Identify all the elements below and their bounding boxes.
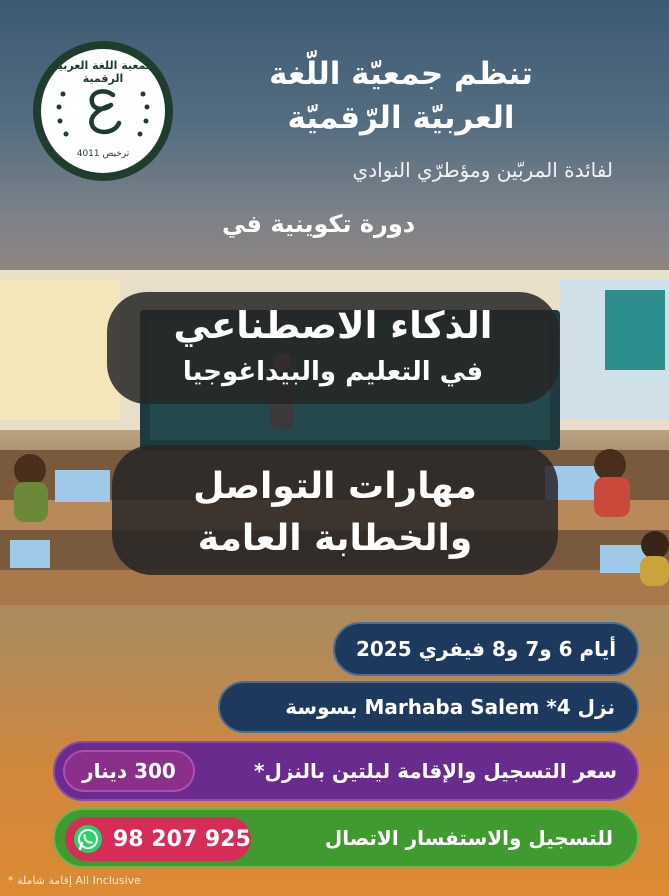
communication-topic-banner bbox=[112, 445, 558, 575]
price-value: 300 دينار bbox=[82, 759, 176, 783]
communication-topic-line-1: مهارات التواصل bbox=[193, 466, 477, 507]
phone-link[interactable] bbox=[65, 817, 251, 861]
hotel-text: نزل 4* Marhaba Salem بسوسة bbox=[285, 695, 615, 719]
course-intro: دورة تكوينية في bbox=[222, 210, 416, 238]
title-line-1: تنظم جمعيّة اللّغة bbox=[269, 56, 533, 92]
contact-badge bbox=[53, 808, 639, 868]
title-line-2: العربيّة الرّقميّة bbox=[287, 100, 515, 136]
dates-badge bbox=[333, 622, 639, 676]
ai-topic-banner bbox=[107, 292, 559, 404]
all-inclusive-footnote: * إقامة شاملة All Inclusive bbox=[8, 874, 141, 887]
price-label: سعر التسجيل والإقامة ليلتين بالنزل* bbox=[254, 759, 617, 783]
audience-subtitle: لفائدة المربّين ومؤطرّي النوادي bbox=[352, 158, 613, 182]
logo-seal bbox=[41, 49, 165, 173]
communication-topic-line-2: والخطابة العامة bbox=[197, 518, 473, 559]
price-badge bbox=[53, 741, 639, 801]
price-value-badge bbox=[63, 750, 195, 792]
phone-number: 98 207 925 bbox=[113, 826, 251, 852]
ai-topic-title: الذكاء الاصطناعي bbox=[173, 304, 493, 347]
hotel-badge bbox=[218, 681, 639, 733]
ai-topic-subtitle: في التعليم والبيداغوجيا bbox=[182, 357, 484, 387]
page-title bbox=[191, 52, 611, 140]
logo-license: ترخيص 4011 bbox=[76, 149, 130, 159]
contact-label: للتسجيل والاستفسار الاتصال bbox=[324, 826, 613, 850]
logo-name: جمعية اللغة العربية الرقمية bbox=[52, 59, 154, 85]
association-logo bbox=[33, 41, 173, 181]
dates-text: أيام 6 و7 و8 فيفري 2025 bbox=[355, 637, 617, 661]
whatsapp-icon bbox=[73, 824, 103, 854]
